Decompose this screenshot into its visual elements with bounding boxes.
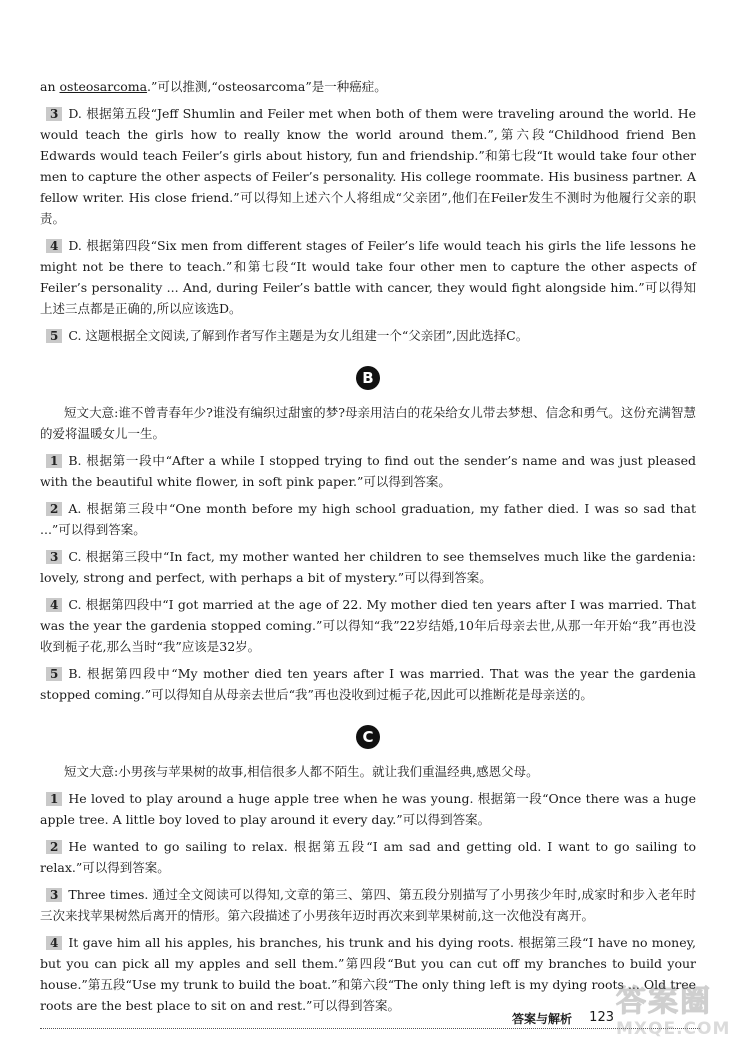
answer-text: Three times. 通过全文阅读可以得知,文章的第三、第四、第五段分别描写了小男孩少年时,成家时和步入老年时三次来找苹果树然后离开的情形。第六段描述了小男孩年迈时再次来到苹果树前,这一次他没有离开。	[40, 887, 696, 923]
answer-text: C. 这题根据全文阅读,了解到作者写作主题是为女儿组建一个“父亲团”,因此选择C。	[68, 328, 529, 343]
section-b-badge: B	[356, 366, 380, 390]
answer-a-5	[40, 325, 696, 346]
paragraph-intro	[40, 76, 696, 97]
answer-text: He loved to play around a huge apple tree when he was young. 根据第一段“Once there was a huge apple tree. A little boy loved to play around it every day.”可以得到答案。	[40, 791, 696, 827]
section-c-badge: C	[356, 725, 380, 749]
page-number: 123	[589, 1010, 614, 1025]
answer-text: A. 根据第三段中“One month before my high school graduation, my father died. I was so sad that ...”可以得到答案。	[40, 501, 696, 537]
answer-text: B. 根据第一段中“After a while I stopped trying to find out the sender’s name and was just pleased with the beautiful white flower, in soft pink paper.”可以得到答案。	[40, 453, 696, 489]
page-body	[40, 76, 696, 1022]
question-number: 3	[46, 550, 62, 564]
question-number: 5	[46, 329, 62, 343]
answer-b-1	[40, 450, 696, 492]
section-c-header	[40, 725, 696, 749]
watermark-text-bottom: MXQE.COM	[616, 1019, 731, 1039]
answer-c-1	[40, 788, 696, 830]
answer-c-3	[40, 884, 696, 926]
answer-b-4	[40, 594, 696, 657]
question-number: 3	[46, 107, 62, 121]
intro-prefix: an	[40, 79, 60, 94]
question-number: 2	[46, 840, 62, 854]
watermark-logo	[616, 985, 736, 1047]
answer-c-2	[40, 836, 696, 878]
answer-c-4	[40, 932, 696, 1016]
answer-b-3	[40, 546, 696, 588]
page-footer	[40, 1008, 700, 1029]
answer-text: It gave him all his apples, his branches, his trunk and his dying roots. 根据第三段“I have no money, but you can pick all my apples and sell them.”第四段“But you can cut off my branches to build your house.”第五段“Use my trunk to build the boat.”和第六段“The only thing left is my dying roots ... Old tree roots are the best place to sit on and rest.”可以得到答案。	[40, 935, 696, 1013]
question-number: 4	[46, 936, 62, 950]
answer-text: He wanted to go sailing to relax. 根据第五段“I am sad and getting old. I want to go sailing to relax.”可以得到答案。	[40, 839, 696, 875]
answer-a-3	[40, 103, 696, 229]
answer-b-5	[40, 663, 696, 705]
answer-b-2	[40, 498, 696, 540]
section-b-header	[40, 366, 696, 390]
footer-label: 答案与解析	[511, 1012, 572, 1026]
answer-text: C. 根据第四段中“I got married at the age of 22. My mother died ten years after I was married. That was the year the gardenia stopped coming.”可以得知“我”22岁结婚,10年后母亲去世,从那一年开始“我”再也没收到栀子花,那么当时“我”应该是32岁。	[40, 597, 696, 654]
answer-text: B. 根据第四段中“My mother died ten years after I was married. That was the year the gardenia stopped coming.”可以得知自从母亲去世后“我”再也没收到过栀子花,因此可以推断花是母亲送的。	[40, 666, 696, 702]
question-number: 4	[46, 598, 62, 612]
watermark-text-top: 答案圈	[616, 984, 712, 1019]
section-b-summary: 短文大意:谁不曾青春年少?谁没有编织过甜蜜的梦?母亲用洁白的花朵给女儿带去梦想、信念和勇气。这份充满智慧的爱将温暖女儿一生。	[40, 405, 696, 441]
question-number: 1	[46, 792, 62, 806]
intro-suffix: .”可以推测,“osteosarcoma”是一种癌症。	[147, 79, 387, 94]
answer-text: D. 根据第四段“Six men from different stages of Feiler’s life would teach his girls the life lessons he might not be there to teach.”和第七段“It would take four other men to capture the other aspects of Feiler’s personality ... And, during Feiler’s battle with cancer, they would fight alongside him.”可以得知上述三点都是正确的,所以应该选D。	[40, 238, 696, 316]
question-number: 2	[46, 502, 62, 516]
question-number: 4	[46, 239, 62, 253]
answer-a-4	[40, 235, 696, 319]
question-number: 5	[46, 667, 62, 681]
question-number: 1	[46, 454, 62, 468]
section-c-summary: 短文大意:小男孩与苹果树的故事,相信很多人都不陌生。就让我们重温经典,感恩父母。	[64, 764, 539, 779]
underlined-term: osteosarcoma	[59, 79, 148, 94]
question-number: 3	[46, 888, 62, 902]
answer-text: C. 根据第三段中“In fact, my mother wanted her children to see themselves much like the gardenia: lovely, strong and perfect, with perhaps a bit of mystery.”可以得到答案。	[40, 549, 696, 585]
answer-text: D. 根据第五段“Jeff Shumlin and Feiler met when both of them were traveling around the world. He would teach the girls how to really know the world around them.”,第六段“Childhood friend Ben Edwards would teach Feiler’s girls about history, fun and friendship.”和第七段“It would take four other men to capture the other aspects of Feiler’s personality. His college roommate. His business partner. A fellow writer. His close friend.”可以得知上述六个人将组成“父亲团”,他们在Feiler发生不测时为他履行父亲的职责。	[40, 106, 696, 226]
